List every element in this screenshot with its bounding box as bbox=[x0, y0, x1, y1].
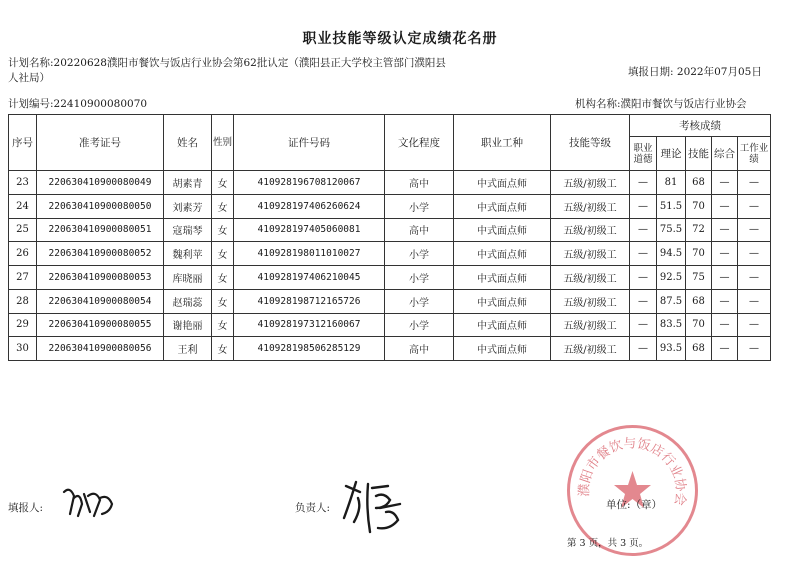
cell-exam-no: 220630410900080049 bbox=[37, 171, 164, 195]
table-row bbox=[9, 266, 771, 290]
cell-skill: 70 bbox=[686, 194, 712, 218]
cell-overall: — bbox=[712, 218, 738, 242]
cell-overall: — bbox=[712, 266, 738, 290]
cell-level: 五级/初级工 bbox=[551, 242, 630, 266]
cell-name: 刘素芳 bbox=[164, 194, 212, 218]
cell-exam-no: 220630410900080051 bbox=[37, 218, 164, 242]
cell-theory: 51.5 bbox=[657, 194, 686, 218]
cell-skill: 68 bbox=[686, 171, 712, 195]
cell-name: 寇瑞琴 bbox=[164, 218, 212, 242]
cell-skill: 68 bbox=[686, 289, 712, 313]
cell-level: 五级/初级工 bbox=[551, 289, 630, 313]
cell-theory: 75.5 bbox=[657, 218, 686, 242]
cell-overall: — bbox=[712, 194, 738, 218]
batch-info bbox=[8, 56, 448, 86]
table-row bbox=[9, 171, 771, 195]
cell-id-no: 410928198506285129 bbox=[234, 337, 385, 361]
cell-occupation: 中式面点师 bbox=[454, 313, 551, 337]
cell-id-no: 410928197312160067 bbox=[234, 313, 385, 337]
header-occupation: 职业工种 bbox=[454, 115, 551, 171]
cell-performance: — bbox=[738, 218, 771, 242]
cell-level: 五级/初级工 bbox=[551, 266, 630, 290]
organization-info bbox=[575, 96, 747, 111]
score-table bbox=[8, 114, 771, 361]
header-education: 文化程度 bbox=[385, 115, 454, 171]
organization-name: 濮阳市餐饮与饭店行业协会 bbox=[620, 98, 747, 110]
cell-occupation: 中式面点师 bbox=[454, 242, 551, 266]
cell-skill: 70 bbox=[686, 242, 712, 266]
cell-seq: 29 bbox=[9, 313, 37, 337]
cell-skill: 72 bbox=[686, 218, 712, 242]
header-performance: 工作业绩 bbox=[738, 137, 771, 171]
organization-label: 机构名称: bbox=[575, 98, 621, 110]
cell-performance: — bbox=[738, 289, 771, 313]
responsible-signature bbox=[340, 478, 410, 536]
fill-date-value: 2022年07月05日 bbox=[676, 66, 762, 78]
cell-performance: — bbox=[738, 194, 771, 218]
cell-gender: 女 bbox=[212, 266, 234, 290]
header-name: 姓名 bbox=[164, 115, 212, 171]
cell-exam-no: 220630410900080056 bbox=[37, 337, 164, 361]
cell-seq: 27 bbox=[9, 266, 37, 290]
cell-gender: 女 bbox=[212, 242, 234, 266]
table-row bbox=[9, 194, 771, 218]
cell-exam-no: 220630410900080052 bbox=[37, 242, 164, 266]
cell-overall: — bbox=[712, 171, 738, 195]
cell-seq: 24 bbox=[9, 194, 37, 218]
cell-gender: 女 bbox=[212, 171, 234, 195]
cell-exam-no: 220630410900080055 bbox=[37, 313, 164, 337]
cell-occupation: 中式面点师 bbox=[454, 194, 551, 218]
cell-skill: 68 bbox=[686, 337, 712, 361]
cell-level: 五级/初级工 bbox=[551, 171, 630, 195]
cell-level: 五级/初级工 bbox=[551, 194, 630, 218]
cell-name: 谢艳丽 bbox=[164, 313, 212, 337]
header-gender: 性别 bbox=[212, 115, 234, 171]
cell-education: 小学 bbox=[385, 242, 454, 266]
cell-exam-no: 220630410900080053 bbox=[37, 266, 164, 290]
cell-exam-no: 220630410900080054 bbox=[37, 289, 164, 313]
cell-name: 魏利苹 bbox=[164, 242, 212, 266]
filler-signature bbox=[60, 482, 120, 522]
page-info: 第 3 页，共 3 页。 bbox=[567, 538, 649, 549]
cell-education: 高中 bbox=[385, 337, 454, 361]
header-seq: 序号 bbox=[9, 115, 37, 171]
cell-theory: 83.5 bbox=[657, 313, 686, 337]
cell-education: 小学 bbox=[385, 313, 454, 337]
cell-ethics: — bbox=[630, 218, 657, 242]
cell-skill: 75 bbox=[686, 266, 712, 290]
cell-skill: 70 bbox=[686, 313, 712, 337]
cell-performance: — bbox=[738, 313, 771, 337]
cell-ethics: — bbox=[630, 313, 657, 337]
header-skill: 技能 bbox=[686, 137, 712, 171]
unit-seal-label: 单位:（章） bbox=[606, 499, 663, 511]
cell-id-no: 410928197406260624 bbox=[234, 194, 385, 218]
header-exam-no: 准考证号 bbox=[37, 115, 164, 171]
cell-name: 王利 bbox=[164, 337, 212, 361]
cell-theory: 94.5 bbox=[657, 242, 686, 266]
cell-seq: 28 bbox=[9, 289, 37, 313]
cell-education: 高中 bbox=[385, 171, 454, 195]
cell-id-no: 410928196708120067 bbox=[234, 171, 385, 195]
cell-education: 小学 bbox=[385, 289, 454, 313]
cell-level: 五级/初级工 bbox=[551, 313, 630, 337]
plan-number-value: 22410900080070 bbox=[53, 98, 148, 110]
header-overall: 综合 bbox=[712, 137, 738, 171]
cell-overall: — bbox=[712, 337, 738, 361]
cell-ethics: — bbox=[630, 242, 657, 266]
seal-text: 濮阳市餐饮与饭店行业协会 bbox=[577, 436, 688, 507]
cell-performance: — bbox=[738, 266, 771, 290]
cell-education: 高中 bbox=[385, 218, 454, 242]
cell-overall: — bbox=[712, 242, 738, 266]
fill-date-info bbox=[628, 64, 762, 79]
cell-overall: — bbox=[712, 289, 738, 313]
cell-ethics: — bbox=[630, 266, 657, 290]
cell-name: 胡素青 bbox=[164, 171, 212, 195]
cell-id-no: 410928198712165726 bbox=[234, 289, 385, 313]
cell-theory: 87.5 bbox=[657, 289, 686, 313]
cell-gender: 女 bbox=[212, 313, 234, 337]
table-row bbox=[9, 313, 771, 337]
batch-label: 计划名称: bbox=[8, 57, 54, 69]
cell-level: 五级/初级工 bbox=[551, 218, 630, 242]
cell-performance: — bbox=[738, 171, 771, 195]
fill-date-label: 填报日期: bbox=[628, 66, 674, 78]
cell-id-no: 410928197405060081 bbox=[234, 218, 385, 242]
cell-theory: 92.5 bbox=[657, 266, 686, 290]
cell-theory: 93.5 bbox=[657, 337, 686, 361]
cell-name: 赵瑞蕊 bbox=[164, 289, 212, 313]
cell-ethics: — bbox=[630, 289, 657, 313]
cell-gender: 女 bbox=[212, 289, 234, 313]
cell-occupation: 中式面点师 bbox=[454, 266, 551, 290]
cell-gender: 女 bbox=[212, 218, 234, 242]
cell-level: 五级/初级工 bbox=[551, 337, 630, 361]
cell-theory: 81 bbox=[657, 171, 686, 195]
cell-gender: 女 bbox=[212, 194, 234, 218]
cell-overall: — bbox=[712, 313, 738, 337]
header-scores: 考核成绩 bbox=[630, 115, 771, 137]
cell-performance: — bbox=[738, 337, 771, 361]
plan-number-info bbox=[8, 96, 147, 111]
cell-occupation: 中式面点师 bbox=[454, 337, 551, 361]
table-row bbox=[9, 218, 771, 242]
table-row bbox=[9, 242, 771, 266]
cell-ethics: — bbox=[630, 171, 657, 195]
table-row bbox=[9, 289, 771, 313]
header-level: 技能等级 bbox=[551, 115, 630, 171]
cell-education: 小学 bbox=[385, 266, 454, 290]
cell-seq: 26 bbox=[9, 242, 37, 266]
page-title: 职业技能等级认定成绩花名册 bbox=[302, 31, 498, 47]
cell-education: 小学 bbox=[385, 194, 454, 218]
cell-performance: — bbox=[738, 242, 771, 266]
header-ethics: 职业道德 bbox=[630, 137, 657, 171]
cell-seq: 30 bbox=[9, 337, 37, 361]
cell-seq: 23 bbox=[9, 171, 37, 195]
responsible-label: 负责人: bbox=[295, 502, 331, 514]
cell-id-no: 410928198011010027 bbox=[234, 242, 385, 266]
cell-occupation: 中式面点师 bbox=[454, 289, 551, 313]
cell-occupation: 中式面点师 bbox=[454, 171, 551, 195]
cell-name: 库晓丽 bbox=[164, 266, 212, 290]
filler-label: 填报人: bbox=[8, 502, 44, 514]
cell-seq: 25 bbox=[9, 218, 37, 242]
cell-ethics: — bbox=[630, 194, 657, 218]
cell-exam-no: 220630410900080050 bbox=[37, 194, 164, 218]
header-id-no: 证件号码 bbox=[234, 115, 385, 171]
plan-number-label: 计划编号: bbox=[8, 98, 54, 110]
cell-id-no: 410928197406210045 bbox=[234, 266, 385, 290]
cell-ethics: — bbox=[630, 337, 657, 361]
batch-name: 20220628濮阳市餐饮与饭店行业协会第62批认定（濮阳县正大学校主管部门濮阳县人社局） bbox=[8, 57, 446, 84]
header-theory: 理论 bbox=[657, 137, 686, 171]
cell-occupation: 中式面点师 bbox=[454, 218, 551, 242]
table-row bbox=[9, 337, 771, 361]
cell-gender: 女 bbox=[212, 337, 234, 361]
